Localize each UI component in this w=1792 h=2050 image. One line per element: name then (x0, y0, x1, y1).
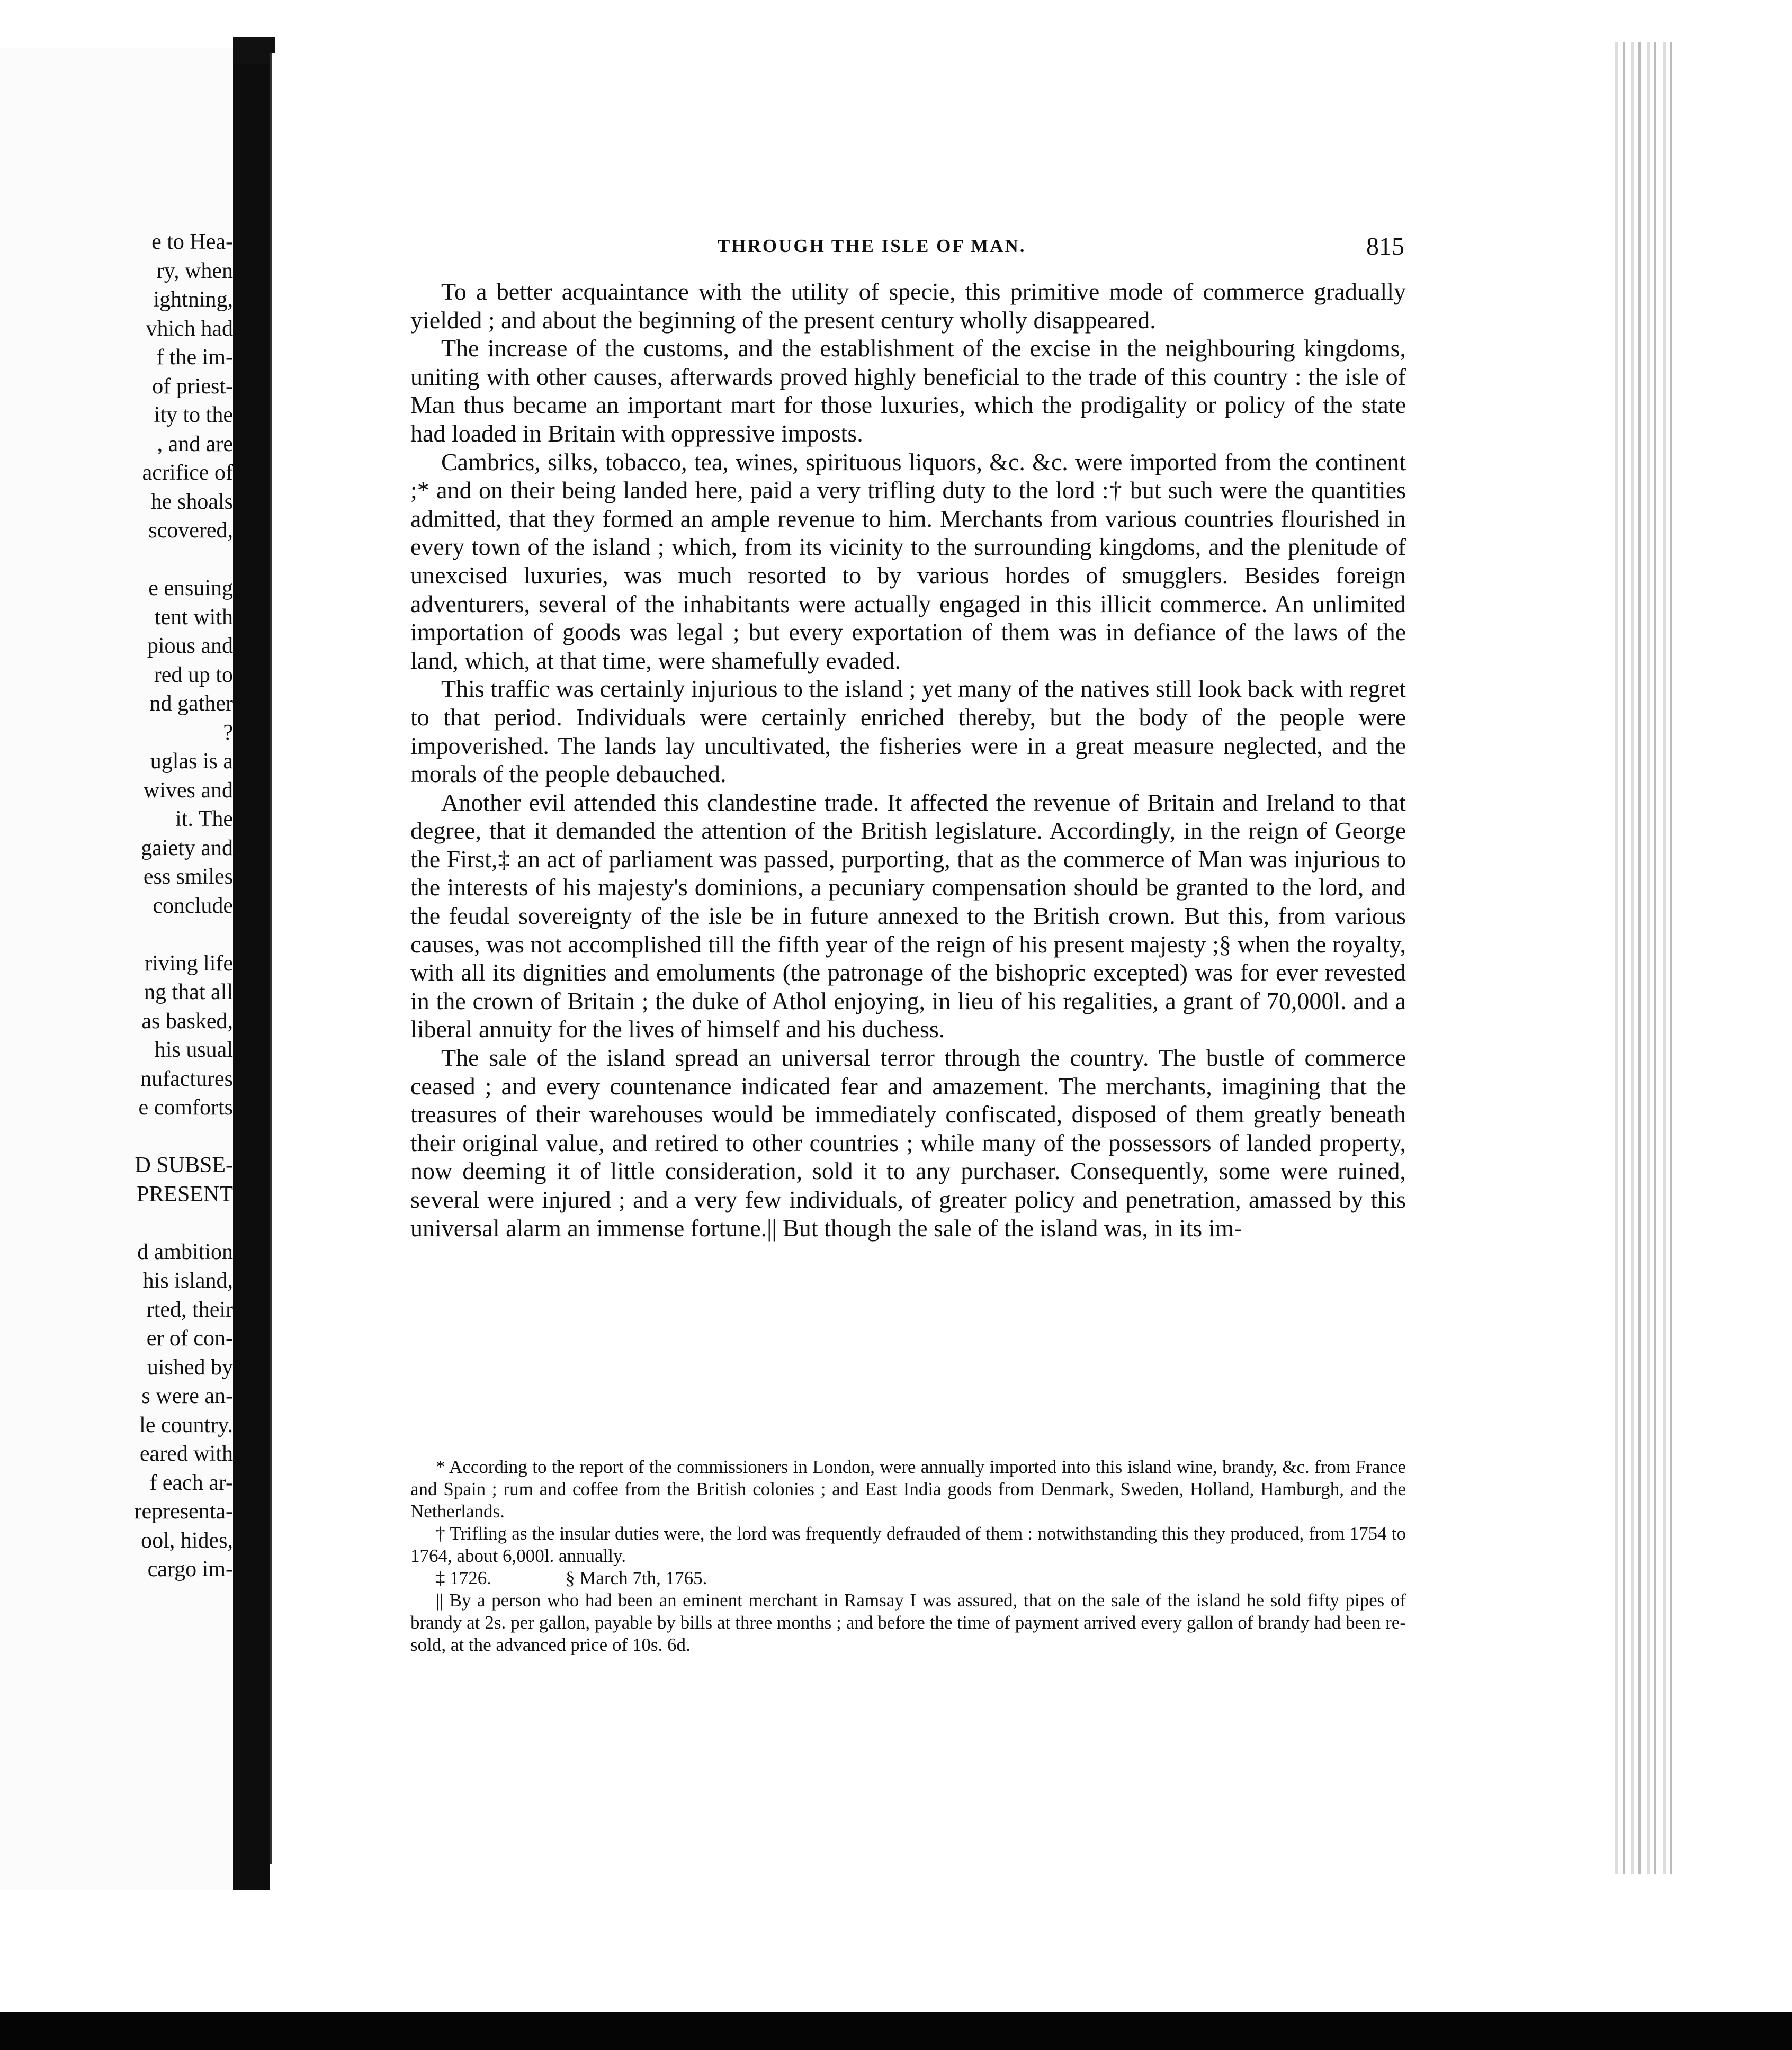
footnote: * According to the report of the commissioners in London, were annually imported into this island wine, brandy, &c. from France and Spain ; rum and coffee from the British colonies ; and East India goods from Denmark, Sweden, Holland, Hamburgh, and the Netherlands. (410, 1456, 1406, 1522)
left-fragment-line (0, 545, 233, 574)
left-fragment-line: nd gather (149, 691, 233, 716)
left-fragment-line: ? (223, 720, 233, 745)
left-fragment-line: e ensuing (148, 576, 233, 600)
left-fragment-line (0, 1209, 233, 1238)
book-spine (233, 37, 270, 1890)
left-fragment-line: ng that all (144, 980, 233, 1004)
left-fragment-line: uished by (147, 1355, 233, 1380)
left-fragment-line: rted, their (146, 1297, 233, 1322)
left-fragment-line: vhich had (146, 316, 233, 341)
left-fragment-line: eared with (139, 1442, 233, 1466)
footnote: ‡ 1726. § March 7th, 1765. (436, 1568, 707, 1588)
left-fragment-line: f the im- (156, 345, 233, 370)
left-fragment-line: his usual (154, 1038, 233, 1062)
left-fragment-line: scovered, (148, 518, 233, 543)
left-fragment-line: f each ar- (149, 1470, 233, 1495)
left-fragment-line: PRESENT (136, 1182, 233, 1207)
left-fragment-line: s were an- (141, 1384, 233, 1408)
paragraph: To a better acquaintance with the utility of specie, this primitive mode of commerce gradually yielded ; and about the beginning of the present century wholly disappeared. (410, 278, 1406, 334)
left-fragment-line: d ambition (137, 1239, 233, 1264)
book-spine-top (233, 37, 275, 64)
left-fragment-line: e comforts (138, 1095, 233, 1120)
left-fragment-line: representa- (134, 1499, 233, 1524)
footnote: † Trifling as the insular duties were, the lord was frequently defrauded of them : notwithstanding this they produced, from 1754 to 1764, about 6,000l. annually. (410, 1523, 1406, 1566)
paragraph: This traffic was certainly injurious to the island ; yet many of the natives still look back with regret to that period. Individuals were certainly enriched thereby, but the body of the people were impoverished. The lands lay uncultivated, the fisheries were in a great measure neglected, and the morals of the people debauched. (410, 675, 1406, 788)
main-text (410, 277, 1406, 1242)
left-fragment-line: of priest- (152, 374, 233, 399)
left-fragment-line: ity to the (154, 403, 233, 427)
left-fragment-line: e to Hea- (151, 230, 233, 254)
paragraph: The sale of the island spread an universal terror through the country. The bustle of commerce ceased ; and every countenance indicated fear and amazement. The merchants, imagining that the treasures of their warehouses would be immediately confiscated, disposed of them greatly beneath their original value, and retired to other countries ; while many of the possessors of landed property, now deeming it of little consideration, sold it to any purchaser. Consequently, some were ruined, several were injured ; and a very few individuals, of greater policy and penetration, amassed by this universal alarm an immense fortune.|| But though the sale of the island was, in its im- (410, 1044, 1406, 1242)
left-fragment-line: conclude (153, 893, 233, 918)
left-fragment-line: ightning, (153, 287, 233, 312)
left-fragment-line: nufactures (140, 1066, 233, 1091)
scan-bottom-edge (0, 2012, 1792, 2050)
left-fragment-line: his island, (142, 1269, 233, 1293)
left-fragment-line: wives and (143, 778, 233, 803)
left-page-text-fragments (0, 228, 233, 1584)
page-edge-shadow (1615, 42, 1679, 1874)
left-fragment-line: it. The (175, 807, 233, 831)
paragraph: The increase of the customs, and the establishment of the excise in the neighbouring kingdoms, uniting with other causes, afterwards proved highly beneficial to the trade of this country : the isle of Man thus became an important mart for those luxuries, which the prodigality or policy of the state had loaded in Britain with oppressive imposts. (410, 335, 1406, 447)
footnote: || By a person who had been an eminent merchant in Ramsay I was assured, that on the sale of the island he sold fifty pipes of brandy at 2s. per gallon, payable by bills at three months ; and before the time of payment arrived every gallon of brandy had been re-sold, at the advanced price of 10s. 6d. (410, 1590, 1406, 1655)
left-fragment-line (0, 920, 233, 949)
left-fragment-line: riving life (145, 951, 233, 976)
left-fragment-line (0, 1122, 233, 1152)
left-fragment-line: uglas is a (150, 749, 233, 774)
left-fragment-line: ess smiles (143, 865, 233, 889)
left-fragment-line: er of con- (146, 1326, 233, 1351)
left-fragment-line: ool, hides, (141, 1528, 233, 1553)
left-fragment-line: tent with (154, 605, 233, 630)
left-fragment-line: , and are (157, 431, 233, 456)
left-fragment-line: acrifice of (142, 461, 233, 485)
left-fragment-line: le country. (139, 1413, 233, 1437)
left-fragment-line: D SUBSE- (135, 1153, 233, 1177)
left-fragment-line: ry, when (156, 258, 233, 283)
left-fragment-line: pious and (147, 634, 233, 658)
paragraph: Cambrics, silks, tobacco, tea, wines, spirituous liquors, &c. &c. were imported from the continent ;* and on their being landed here, paid a very trifling duty to the lord :† but such were the quantities admitted, that they formed an ample revenue to him. Merchants from various countries flourished in every town of the island ; which, from its vicinity to the surrounding kingdoms, and the plenitude of unexcised luxuries, was much resorted to by various hordes of smugglers. Besides foreign adventurers, several of the inhabitants were actually engaged in this illicit commerce. An unlimited importation of goods was legal ; but every exportation of them was in defiance of the laws of the land, which, at that time, were shamefully evaded. (410, 448, 1406, 674)
left-fragment-line: as basked, (141, 1009, 233, 1033)
left-fragment-line: gaiety and (141, 835, 233, 860)
left-fragment-line: cargo im- (147, 1557, 233, 1581)
page-number: 815 (1366, 232, 1404, 260)
running-header: THROUGH THE ISLE OF MAN. (718, 236, 1026, 256)
footnotes (410, 1456, 1406, 1656)
left-fragment-line: red up to (154, 662, 233, 687)
left-fragment-line: he shoals (150, 489, 233, 514)
paragraph: Another evil attended this clandestine trade. It affected the revenue of Britain and Ireland to that degree, that it demanded the attention of the British legislature. Accordingly, in the reign of George the First,‡ an act of parliament was passed, purporting, that as the commerce of Man was injurious to the interests of his majesty's dominions, a pecuniary compensation should be granted to the lord, and the feudal sovereignty of the isle be in future annexed to the British crown. But this, from various causes, was not accomplished till the fifth year of the reign of his present majesty ;§ when the royalty, with all its dignities and emoluments (the patronage of the bishopric excepted) was for ever revested in the crown of Britain ; the duke of Athol enjoying, in lieu of his regalities, a grant of 70,000l. and a liberal annuity for the lives of himself and his duchess. (410, 788, 1406, 1043)
